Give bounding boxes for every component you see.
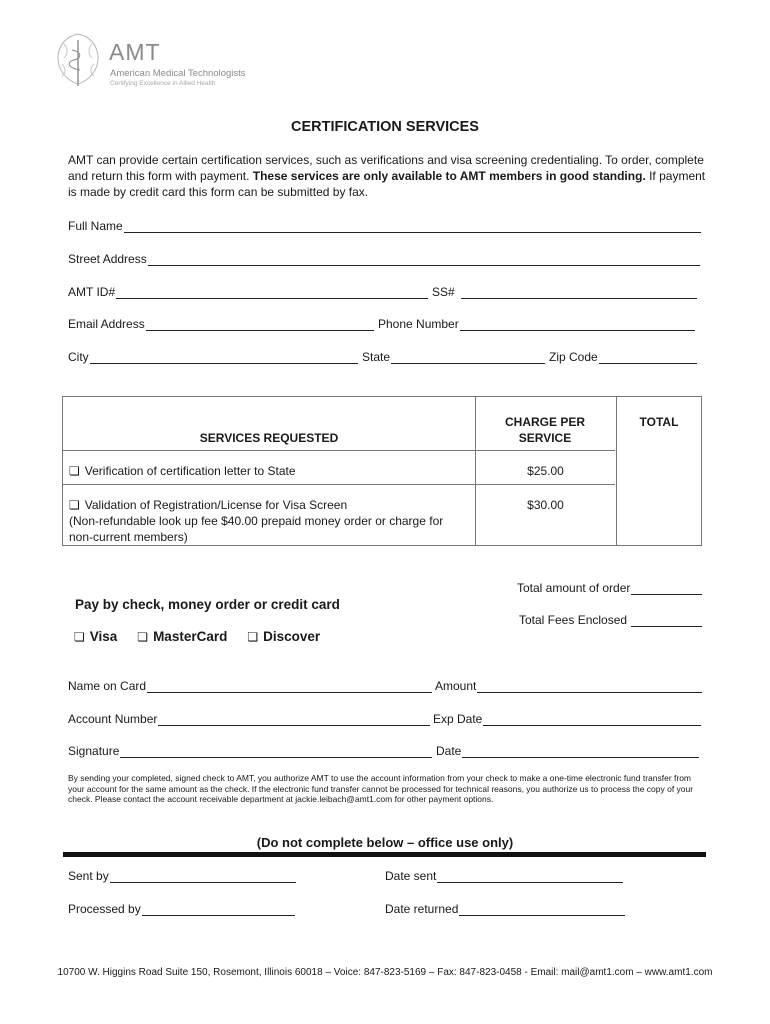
total-fees-line[interactable] [631, 614, 702, 627]
table-divider [63, 484, 615, 485]
charge-header: CHARGE PER SERVICE [504, 415, 585, 445]
processed-by-line[interactable] [142, 903, 295, 916]
payment-heading: Pay by check, money order or credit card [75, 597, 340, 612]
full-name-label: Full Name [68, 219, 123, 233]
date-line[interactable] [462, 745, 699, 758]
full-name-field[interactable] [68, 217, 701, 233]
option-label: MasterCard [153, 629, 228, 644]
date-sent-field[interactable] [385, 867, 623, 883]
processed-by-label: Processed by [68, 902, 141, 916]
amt-id-label: AMT ID# [68, 285, 116, 299]
logo-tagline: Certifying Excellence in Allied Health [110, 80, 216, 87]
state-field[interactable] [362, 348, 545, 364]
total-order-label: Total amount of order [517, 581, 631, 595]
option-discover[interactable] [247, 629, 320, 644]
option-label: Discover [263, 629, 321, 644]
service-label: Validation of Registration/License for Visa Screen [84, 498, 348, 512]
phone-label: Phone Number [378, 317, 459, 331]
signature-line[interactable] [120, 745, 432, 758]
account-number-field[interactable] [68, 710, 430, 726]
full-name-line[interactable] [124, 220, 701, 233]
street-address-field[interactable] [68, 250, 700, 266]
email-label: Email Address [68, 317, 145, 331]
date-returned-label: Date returned [385, 902, 459, 916]
ss-label: SS# [432, 285, 455, 299]
date-returned-field[interactable] [385, 900, 625, 916]
logo-word: AMT [109, 39, 161, 65]
zip-field[interactable] [549, 348, 697, 364]
street-address-label: Street Address [68, 252, 147, 266]
sent-by-line[interactable] [110, 870, 296, 883]
exp-date-line[interactable] [483, 713, 701, 726]
date-field[interactable] [436, 742, 699, 758]
service-label: Verification of certification letter to State [84, 464, 296, 478]
ss-field[interactable] [432, 283, 697, 299]
amt-id-field[interactable] [68, 283, 428, 299]
table-divider [63, 450, 615, 451]
service-row-verification[interactable] [69, 463, 296, 479]
section-divider [63, 852, 706, 857]
checkbox-icon[interactable]: ❏ [69, 498, 80, 512]
office-use-heading: (Do not complete below – office use only) [256, 835, 514, 850]
option-label: Visa [89, 629, 118, 644]
city-field[interactable] [68, 348, 358, 364]
ss-line[interactable] [461, 286, 697, 299]
signature-label: Signature [68, 744, 120, 758]
name-on-card-line[interactable] [147, 680, 432, 693]
sent-by-field[interactable] [68, 867, 296, 883]
intro-bold: These services are only available to AMT members in good standing. [252, 169, 646, 183]
total-fees-field[interactable] [519, 611, 702, 627]
account-number-label: Account Number [68, 712, 158, 726]
date-label: Date [436, 744, 462, 758]
page-title: CERTIFICATION SERVICES [291, 119, 479, 135]
logo-subtitle: American Medical Technologists [110, 68, 246, 79]
service-charge: $25.00 [527, 464, 564, 478]
phone-line[interactable] [460, 318, 695, 331]
card-options [74, 629, 340, 644]
name-on-card-field[interactable] [68, 677, 432, 693]
checkbox-icon[interactable]: ❏ [137, 630, 149, 644]
date-sent-line[interactable] [437, 870, 623, 883]
exp-date-field[interactable] [433, 710, 701, 726]
checkbox-icon[interactable]: ❏ [247, 630, 259, 644]
name-on-card-label: Name on Card [68, 679, 147, 693]
option-mastercard[interactable] [137, 629, 227, 644]
amt-id-line[interactable] [116, 286, 428, 299]
intro-text-2: If payment is made by credit card this form can be submitted by fax. [68, 169, 706, 199]
eft-disclaimer: By sending your completed, signed check to AMT, you authorize AMT to use the account information from your check to make a one-time electronic fund transfer from your account for the same amount as the check. If the electronic fund transfer cannot be processed for technical reasons, you authorize us to process the copy of your check. Please contact the account receivable department at jackie.leibach@amt1.com for other payment options. [68, 773, 694, 804]
total-order-line[interactable] [631, 582, 702, 595]
amount-line[interactable] [477, 680, 702, 693]
total-fees-label: Total Fees Enclosed [519, 613, 628, 627]
processed-by-field[interactable] [68, 900, 295, 916]
services-table [62, 396, 702, 546]
total-header: TOTAL [639, 415, 679, 429]
street-address-line[interactable] [148, 253, 700, 266]
checkbox-icon[interactable]: ❏ [69, 464, 80, 478]
account-number-line[interactable] [158, 713, 430, 726]
phone-field[interactable] [378, 315, 695, 331]
intro-text-1: AMT can provide certain certification services, such as verifications and visa screening credentialing. To order, complete and return this form with payment. [68, 153, 704, 183]
date-returned-line[interactable] [459, 903, 625, 916]
zip-label: Zip Code [549, 350, 598, 364]
amount-label: Amount [435, 679, 477, 693]
city-label: City [68, 350, 89, 364]
state-line[interactable] [391, 351, 545, 364]
option-visa[interactable] [74, 629, 117, 644]
services-header: SERVICES REQUESTED [199, 431, 339, 445]
footer-contact: 10700 W. Higgins Road Suite 150, Rosemont, Illinois 60018 – Voice: 847-823-5169 – Fax: 847-823-0458 - Email: mail@amt1.com – www.amt1.com [57, 967, 713, 978]
service-charge: $30.00 [527, 498, 564, 512]
amount-field[interactable] [435, 677, 702, 693]
total-order-field[interactable] [517, 579, 702, 595]
state-label: State [362, 350, 391, 364]
zip-line[interactable] [599, 351, 697, 364]
amt-logo-icon [52, 30, 104, 90]
email-line[interactable] [146, 318, 374, 331]
service-note: (Non-refundable look up fee $40.00 prepaid money order or charge for non-current members) [69, 514, 444, 544]
checkbox-icon[interactable]: ❏ [74, 630, 85, 644]
sent-by-label: Sent by [68, 869, 109, 883]
intro-paragraph [68, 152, 708, 200]
exp-date-label: Exp Date [433, 712, 483, 726]
signature-field[interactable] [68, 742, 432, 758]
email-field[interactable] [68, 315, 374, 331]
date-sent-label: Date sent [385, 869, 437, 883]
service-row-visa-screen[interactable] [69, 497, 469, 545]
city-line[interactable] [90, 351, 358, 364]
